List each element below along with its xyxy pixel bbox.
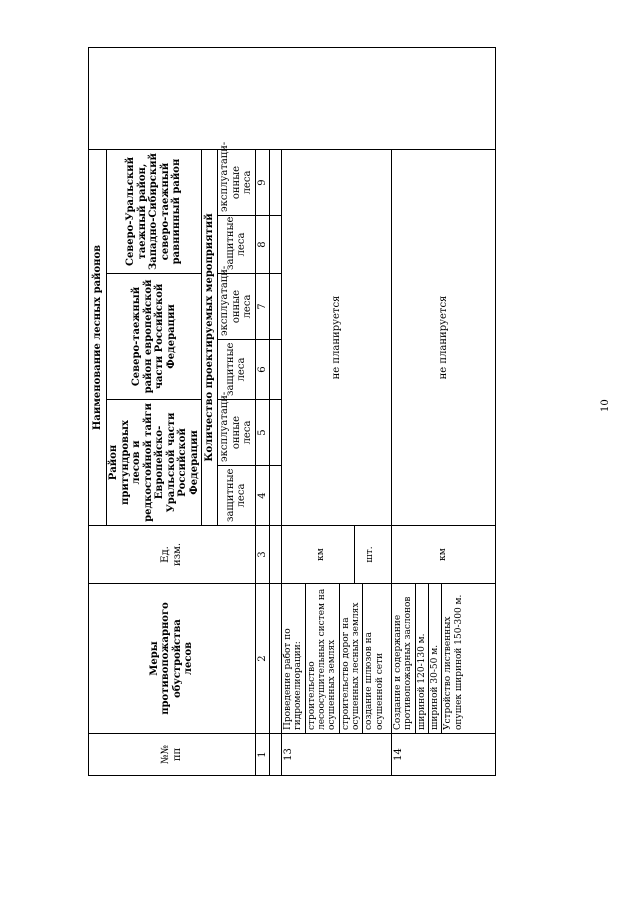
col-number: 5 <box>255 400 270 466</box>
col-number: 4 <box>255 466 270 526</box>
header-district-1: Район притундровых лесов и редкостойной тайги Европейско-Уральской части Российской Федерации <box>107 400 202 526</box>
header-protective-3: защитные леса <box>218 216 256 274</box>
row-14-title: Создание и содержание противопожарных заслонов <box>392 584 416 733</box>
col-number: 7 <box>255 274 270 340</box>
row-13-item: создание шлюзов на осушенной сети <box>364 632 385 730</box>
col-number: 9 <box>255 150 270 216</box>
page-number: 10 <box>600 399 611 412</box>
header-quantity: Количество проектируемых мероприятий <box>202 150 218 526</box>
header-forest-districts: Наименование лесных районов <box>89 150 107 526</box>
row-13-num: 13 <box>282 734 392 776</box>
row-14-item: Устройство лиственных опушек шириной 150-300 м. <box>443 594 464 730</box>
table-row <box>282 48 392 776</box>
col-number: 3 <box>255 526 270 584</box>
fire-prevention-table <box>88 47 496 776</box>
header-exploitation-1: эксплуатаци-онные леса <box>218 400 256 466</box>
col-number: 8 <box>255 216 270 274</box>
row-14-num: 14 <box>392 734 496 776</box>
row-14-item: шириной 120-130 м. <box>416 584 429 733</box>
row-14-status: не планируется <box>392 150 496 526</box>
row-13-item: строительство дорог на осушенных лесных землях <box>340 584 364 733</box>
row-13-measures <box>282 584 392 734</box>
header-measures: Меры противопожарного обустройства лесов <box>89 584 256 734</box>
row-14-item: шириной 30-50 м. <box>429 584 442 733</box>
col-number: 6 <box>255 340 270 400</box>
header-district-2: Северо-таежный район европейской части Российской Федерации <box>107 274 202 400</box>
header-protective-1: защитные леса <box>218 466 256 526</box>
right-empty-area <box>89 48 496 150</box>
rotated-table-sheet <box>88 48 505 776</box>
row-13-item: строительство лесоосушительных систем на осушенных землях <box>306 584 340 733</box>
header-protective-2: защитные леса <box>218 340 256 400</box>
col-number: 1 <box>255 734 270 776</box>
row-13-status: не планируется <box>282 150 392 526</box>
col-number: 2 <box>255 584 270 734</box>
header-exploitation-3: эксплуатаци-онные леса <box>218 150 256 216</box>
header-num: №№ пп <box>89 734 256 776</box>
header-district-3: Северо-Уральский таежный район, Западно-Сибирский северо-таежный равнинный район <box>107 150 202 274</box>
header-unit: Ед. изм. <box>89 526 256 584</box>
row-13-units: км шт. <box>282 526 392 584</box>
column-number-row <box>255 48 270 776</box>
table-row <box>392 48 496 776</box>
row-14-measures <box>392 584 496 734</box>
header-exploitation-2: эксплуатаци-онные леса <box>218 274 256 340</box>
row-14-unit: км <box>392 526 496 584</box>
row-13-title: Проведение работ по гидромелиорации: <box>282 584 306 733</box>
